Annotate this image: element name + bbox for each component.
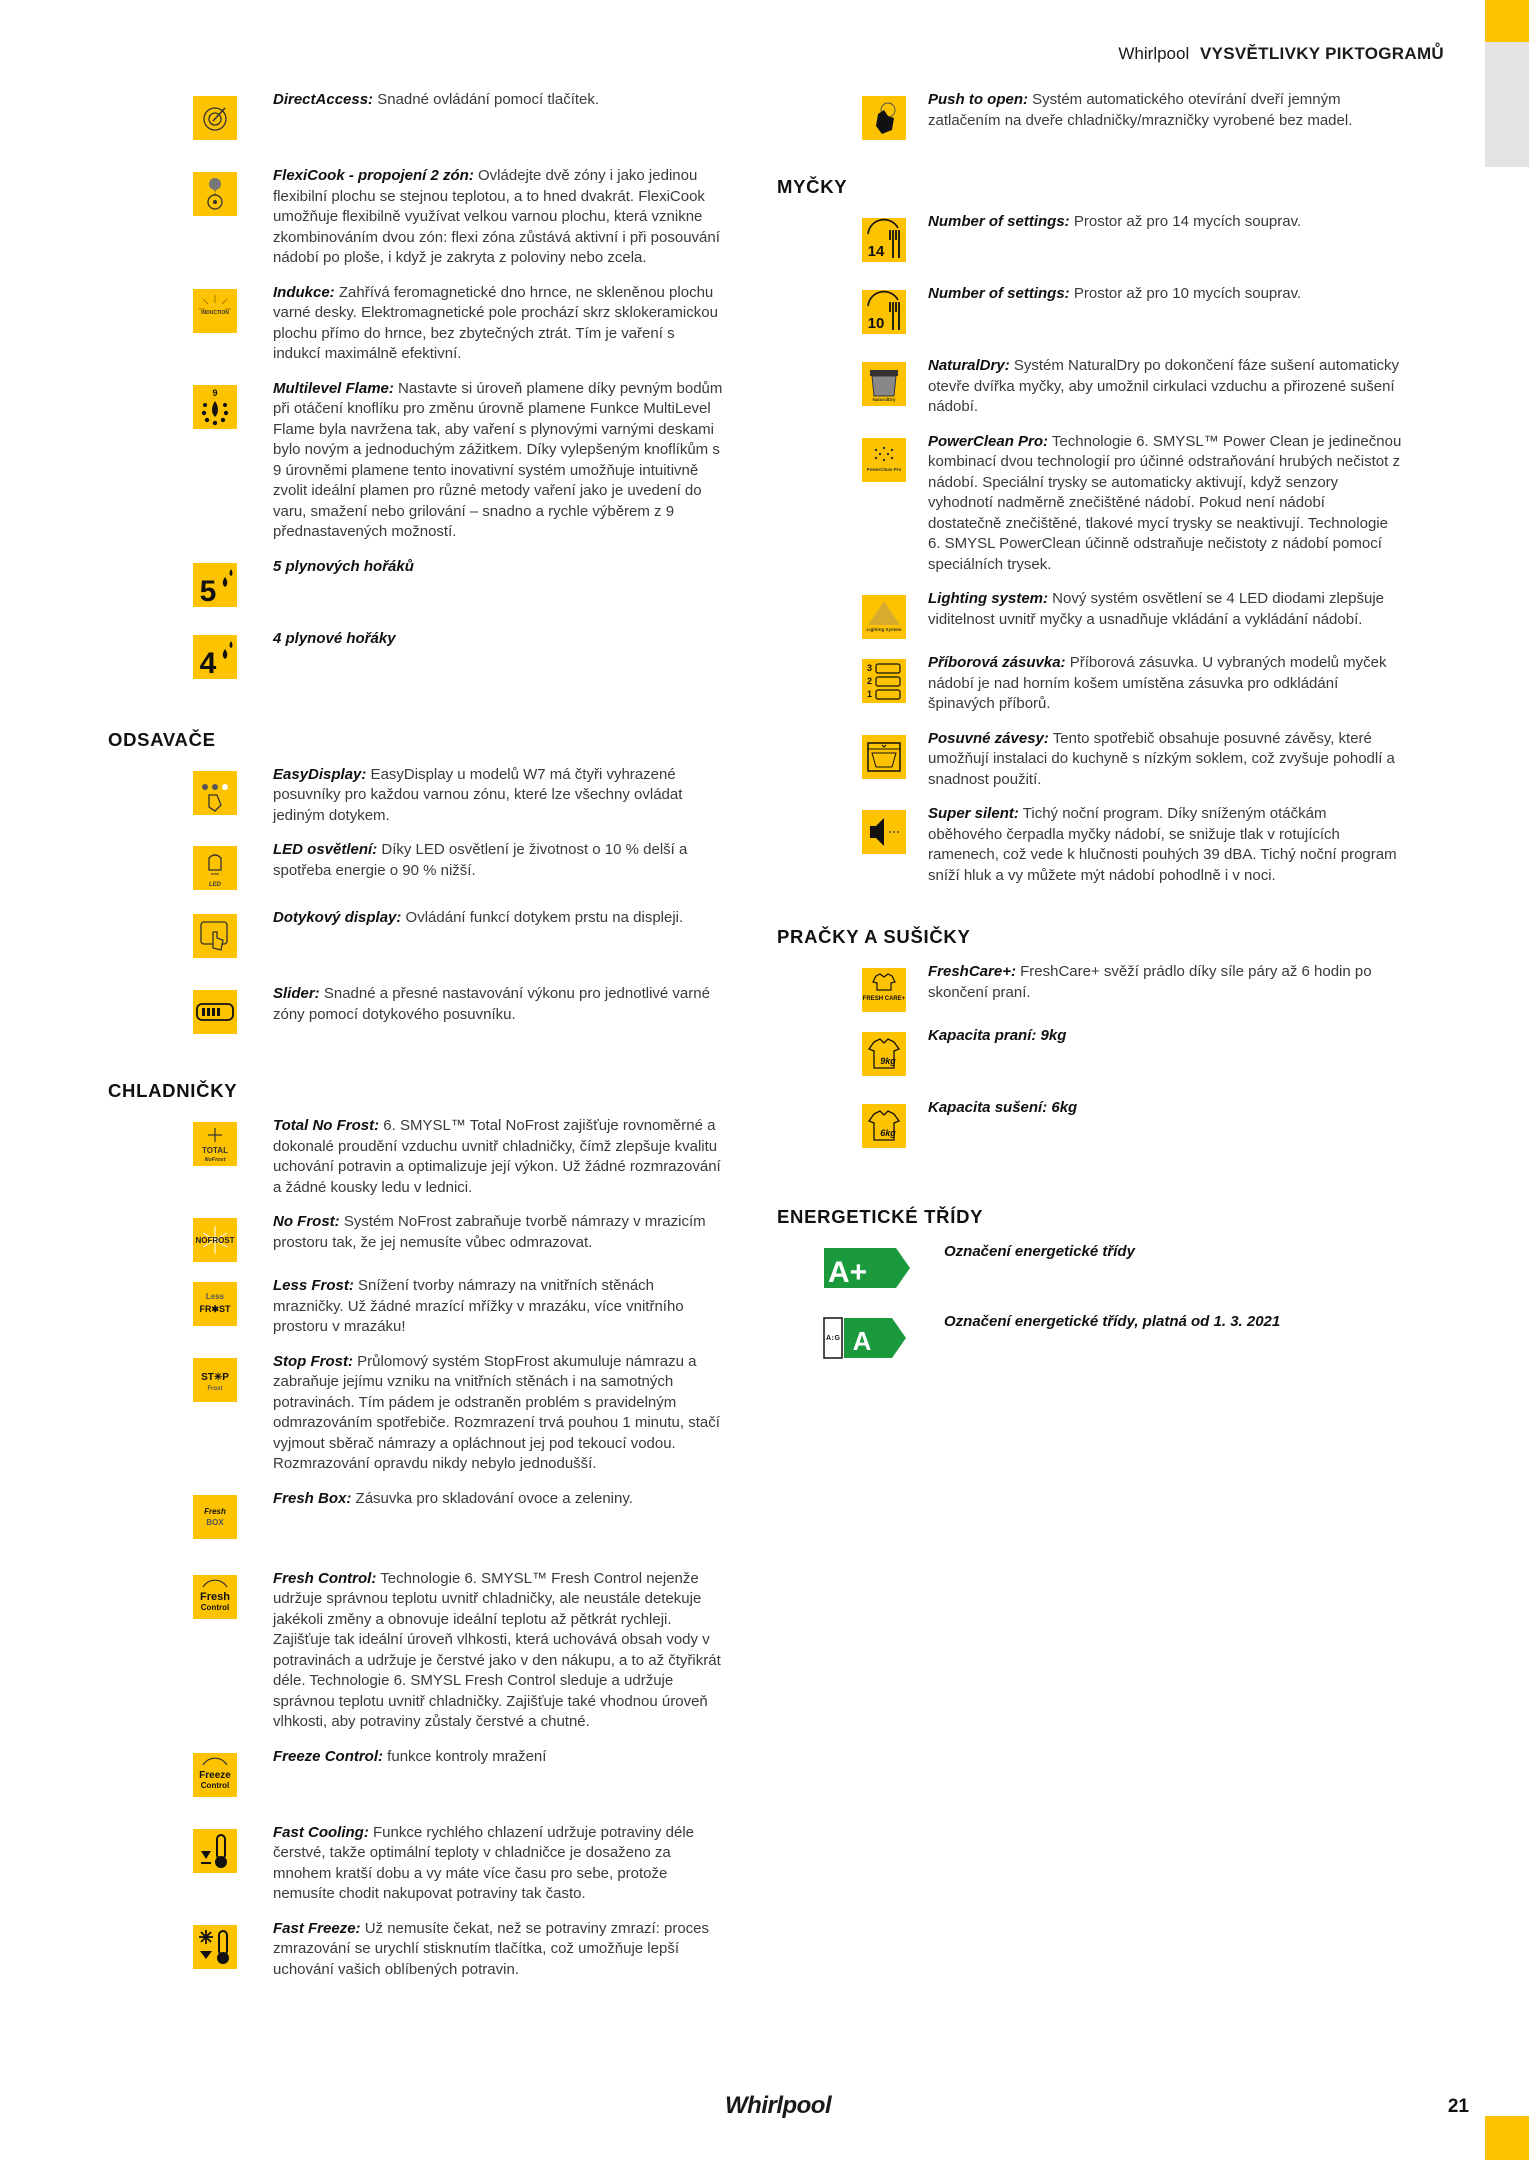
list-item: NOFROST No Frost: Systém NoFrost zabraňuje tvorbě námrazy v mrazicím prostoru tak, že jej nemusíte vůbec odmrazovat. [113, 1212, 723, 1262]
header-section-title: VYSVĚTLIVKY PIKTOGRAMŮ [1199, 44, 1444, 63]
list-item: Slider: Snadné a přesné nastavování výkonu pro jednotlivé varné zóny pomocí dotykového posuvníku. [113, 984, 723, 1034]
list-item: Freeze Control Freeze Control: funkce kontroly mražení [113, 1747, 723, 1797]
fresh-box-icon [193, 1495, 237, 1539]
svg-text:LED: LED [209, 882, 221, 888]
slider-icon [193, 990, 237, 1034]
svg-text:Fresh: Fresh [200, 1590, 230, 1603]
list-item: EasyDisplay: EasyDisplay u modelů W7 má čtyři vyhrazené posuvníky pro každou varnou zónu, které lze všechny ovládat jediným dotykem. [113, 765, 723, 827]
wash-capacity-icon [862, 1032, 906, 1076]
svg-text:4: 4 [199, 646, 217, 679]
list-item: NaturalDry NaturalDry: Systém NaturalDry po dokončení fáze sušení automaticky otevře dvířka myčky, aby umožnil cirkulaci vzduchu a přirozené sušení nádobí. [782, 356, 1402, 418]
svg-text:FRESH CARE+: FRESH CARE+ [862, 996, 906, 1002]
list-item: Fresh Control Fresh Control: Technologie 6. SMYSL™ Fresh Control nejenže udržuje správnou teplotu uvnitř chladničky, ale neustále detekuje jakékoli změny a obnovuje ideální teplotu až pětkrát rychleji. Zajišťuje tak ideální úroveň vlhkosti, která uchovává obsah vody v potravinách a udržuje je čerstvé jako v den nákupu, a to až čtyřikrát déle. Technologie 6. SMYSL Fresh Control sleduje a udržuje správnou teplotu uvnitř chladničky. Zajišťuje také vhodnou úroveň vlhkosti, aby potraviny zůstaly čerstvé a chutné. [113, 1569, 723, 1733]
flexicook-icon [193, 172, 237, 216]
svg-text:Fresh: Fresh [204, 1506, 226, 1516]
right-column [777, 90, 1402, 1376]
list-item: PowerClean Pro PowerClean Pro: Technologie 6. SMYSL™ Power Clean je jedinečnou kombinací dvou technologií pro účinné odstraňování hrubých nečistot z nádobí. Speciální trysky se automaticky aktivují, když senzory vyhodnotí nadměrně znečištěné nádobí. Pokud není nádobí dostatečně znečištěné, tlakové mycí trysky se neaktivují. Technologie 6. SMYSL PowerClean účinně odstraňuje nečistoty z nádobí pomocí speciálních trysek. [782, 432, 1402, 576]
list-item: FlexiCook - propojení 2 zón: Ovládejte dvě zóny i jako jedinou flexibilní plochu se stejnou teplotou, a to hned dvakrát. FlexiCook umožňuje flexibilně využívat velkou varnou plochu, která vznikne zkombinováním dvou zón: flexi zóna zůstává aktivní i při posouvání nádobí po ploše, i když je zakryta z poloviny nebo zcela. [113, 166, 723, 269]
svg-text:9: 9 [212, 387, 218, 398]
section-title-hoods: ODSAVAČE [108, 728, 216, 750]
svg-text:Freeze: Freeze [199, 1769, 231, 1781]
svg-text:A: A [852, 1326, 872, 1356]
list-item: 9 Multilevel Flame: Nastavte si úroveň plamene díky pevným bodům při otáčení knoflíku pro změnu úrovně plamene Funkce MultiLevel Flame byla navržena tak, aby vaření s plynovými varnými deskami bylo novým a jednoduchým zážitkem. Díky vylepšeným knoflíkům s 9 úrovněmi plamene tento inovativní systém umožňuje intuitivně zvolit ideální plamen pro různé metody vaření jako je uvedení do varu, smažení nebo grilování – snadno a rychle výběrem z 9 přednastavených možností. [113, 379, 723, 543]
list-item: 3 2 1 Příborová zásuvka: Příborová zásuvka. U vybraných modelů myček nádobí je nad horním košem umístěna zásuvka pro odkládání špinavých příborů. [782, 653, 1402, 715]
fast-freeze-icon [193, 1925, 237, 1969]
svg-text:Less: Less [205, 1292, 225, 1301]
svg-text:TOTAL: TOTAL [202, 1146, 228, 1155]
four-burners-icon [193, 635, 237, 679]
svg-text:NOFROST: NOFROST [195, 1236, 235, 1245]
svg-text:INDUCTION: INDUCTION [201, 309, 229, 316]
svg-text:Frost: Frost [207, 1385, 223, 1392]
direct-access-icon [193, 96, 237, 140]
settings-14-icon [862, 218, 906, 262]
energy-class-a-2021-icon [822, 1314, 912, 1362]
corner-tab-gray [1485, 42, 1529, 167]
corner-accent-bottom [1485, 2116, 1529, 2160]
list-item: 9kg Kapacita praní: 9kg [782, 1026, 1402, 1076]
touch-display-icon [193, 914, 237, 958]
section-title-energy: ENERGETICKÉ TŘÍDY [777, 1206, 984, 1227]
section-title-fridges: CHLADNIČKY [108, 1080, 238, 1101]
total-no-frost-icon [193, 1122, 237, 1166]
svg-text:Control: Control [200, 1602, 230, 1612]
fresh-control-icon [193, 1575, 237, 1619]
svg-text:PowerClean Pro: PowerClean Pro [866, 466, 902, 472]
list-item: Fast Freeze: Už nemusíte čekat, než se potraviny zmrazí: proces zmrazování se urychlí stisknutím tlačítka, což umožňuje lepší uchování vašich oblíbených potravin. [113, 1919, 723, 1981]
list-item: Push to open: Systém automatického otevírání dveří jemným zatlačením na dveře chladničky/mrazničky vyrobené bez madel. [782, 90, 1402, 140]
list-item: ST✳P Frost Stop Frost: Průlomový systém StopFrost akumuluje námrazu a zabraňuje jejímu vzniku na vnitřních stěnách i na samotných potravinách. Tím pádem je odstraněn problém s pravidelným odmrazováním spotřebiče. Rozmrazení trvá pouhou 1 minutu, stačí vyjmout sběrač námrazy a opláchnout jej pod tekoucí vodou. Rozmrazování opravdu nikdy nebylo jednodušší. [113, 1352, 723, 1475]
header-brand: Whirlpool [1118, 44, 1190, 63]
page-number: 21 [1447, 2096, 1469, 2117]
lighting-system-icon [862, 595, 906, 639]
list-item: A+ Označení energetické třídy [782, 1242, 1402, 1292]
cutlery-drawer-icon [862, 659, 906, 703]
svg-text:BOX: BOX [206, 1517, 224, 1527]
list-item: Posuvné závesy: Tento spotřebič obsahuje posuvné závěsy, které umožňují instalaci do kuchyně s nízkým soklem, což zvyšuje pohodlí a snadnost použití. [782, 729, 1402, 791]
push-to-open-icon [862, 96, 906, 140]
svg-text:14: 14 [867, 243, 885, 260]
freeze-control-icon [193, 1753, 237, 1797]
svg-text:6kg: 6kg [880, 1128, 896, 1138]
svg-text:ST✳P: ST✳P [201, 1371, 229, 1383]
list-item: 6kg Kapacita sušení: 6kg [782, 1098, 1402, 1148]
fast-cooling-icon [193, 1829, 237, 1873]
section-title-dishwashers: MYČKY [777, 176, 848, 197]
no-frost-icon [193, 1218, 237, 1262]
svg-text:1: 1 [867, 689, 873, 699]
svg-text:10: 10 [867, 315, 885, 332]
fresh-care-icon [862, 968, 906, 1012]
svg-text:2: 2 [867, 676, 873, 686]
list-item: Fast Cooling: Funkce rychlého chlazení udržuje potraviny déle čerstvé, takže optimální teploty v chladničce je dosaženo za mnohem kratší dobu a vy máte více času pro sebe, protože nemusíte chodit nakupovat potraviny tak často. [113, 1823, 723, 1905]
svg-text:FR✱ST: FR✱ST [199, 1304, 231, 1314]
svg-text:NaturalDry: NaturalDry [872, 397, 896, 402]
svg-text:9kg: 9kg [880, 1056, 896, 1066]
power-clean-pro-icon [862, 438, 906, 482]
left-column [108, 90, 723, 1994]
list-item: 4 4 plynové hořáky [113, 629, 723, 679]
multilevel-flame-icon [193, 385, 237, 429]
sliding-hinges-icon [862, 735, 906, 779]
section-title-washers: PRAČKY A SUŠIČKY [777, 926, 971, 947]
list-item: Super silent: Tichý noční program. Díky sníženým otáčkám oběhového čerpadla myčky nádobí, se snižuje tlak v rotujících ramenech, což vede k hlučnosti pouhých 39 dBA. Tichý noční program sníží hluk a vy můžete mýt nádobí pohodlně i v noci. [782, 804, 1402, 886]
list-item: 14 Number of settings: Prostor až pro 14 mycích souprav. [782, 212, 1402, 262]
list-item: Dotykový display: Ovládání funkcí dotykem prstu na displeji. [113, 908, 723, 958]
less-frost-icon [193, 1282, 237, 1326]
svg-text:3: 3 [867, 663, 873, 673]
svg-text:5: 5 [199, 574, 217, 607]
natural-dry-icon [862, 362, 906, 406]
induction-icon [193, 289, 237, 333]
svg-text:Control: Control [200, 1780, 230, 1790]
list-item: LED LED osvětlení: Díky LED osvětlení je životnost o 10 % delší a spotřeba energie o 90 % nižší. [113, 840, 723, 890]
stop-frost-icon [193, 1358, 237, 1402]
list-item: 10 Number of settings: Prostor až pro 10 mycích souprav. [782, 284, 1402, 334]
list-item: TOTAL NoFrost Total No Frost: 6. SMYSL™ Total NoFrost zajišťuje rovnoměrné a dokonalé proudění vzduchu uvnitř chladničky, čímž zlepšuje kvalitu uchování potravin a optimalizuje její výkon. Už žádné rozmrazování a žádné kousky ledu v lednici. [113, 1116, 723, 1198]
whirlpool-logo: Whirlpool [725, 2092, 832, 2119]
list-item: 5 5 plynových hořáků [113, 557, 723, 607]
svg-text:Lighting System: Lighting System [866, 627, 902, 632]
led-light-icon [193, 846, 237, 890]
svg-text:NoFrost: NoFrost [204, 1157, 226, 1163]
super-silent-icon [862, 810, 906, 854]
page-header [1118, 44, 1444, 64]
corner-accent-top [1485, 0, 1529, 42]
easy-display-icon [193, 771, 237, 815]
list-item: DirectAccess: Snadné ovládání pomocí tlačítek. [113, 90, 723, 140]
list-item: Fresh BOX Fresh Box: Zásuvka pro skladování ovoce a zeleniny. [113, 1489, 723, 1539]
settings-10-icon [862, 290, 906, 334]
energy-class-a-plus-icon [822, 1244, 912, 1292]
list-item: FRESH CARE+ FreshCare+: FreshCare+ svěží prádlo díky síle páry až 6 hodin po skončení praní. [782, 962, 1402, 1012]
svg-text:A↕G: A↕G [826, 1335, 840, 1342]
list-item: A↕G A Označení energetické třídy, platná od 1. 3. 2021 [782, 1312, 1402, 1362]
svg-text:A+: A+ [828, 1256, 868, 1289]
list-item: Less FR✱ST Less Frost: Snížení tvorby námrazy na vnitřních stěnách mrazničky. Už žádné mrazící mřížky v mrazáku, více vnitřního prostoru v mrazáku! [113, 1276, 723, 1338]
list-item: Lighting System Lighting system: Nový systém osvětlení se 4 LED diodami zlepšuje viditelnost uvnitř myčky a usnadňuje vkládání a vykládání nádobí. [782, 589, 1402, 639]
list-item: INDUCTION Indukce: Zahřívá feromagnetické dno hrnce, ne skleněnou plochu varné desky. Elektromagnetické pole prochází skrz sklokeramickou plochu přímo do hrnce, bez zbytečných ztrát. Tím je vaření s indukcí maximálně efektivní. [113, 283, 723, 365]
five-burners-icon [193, 563, 237, 607]
dry-capacity-icon [862, 1104, 906, 1148]
